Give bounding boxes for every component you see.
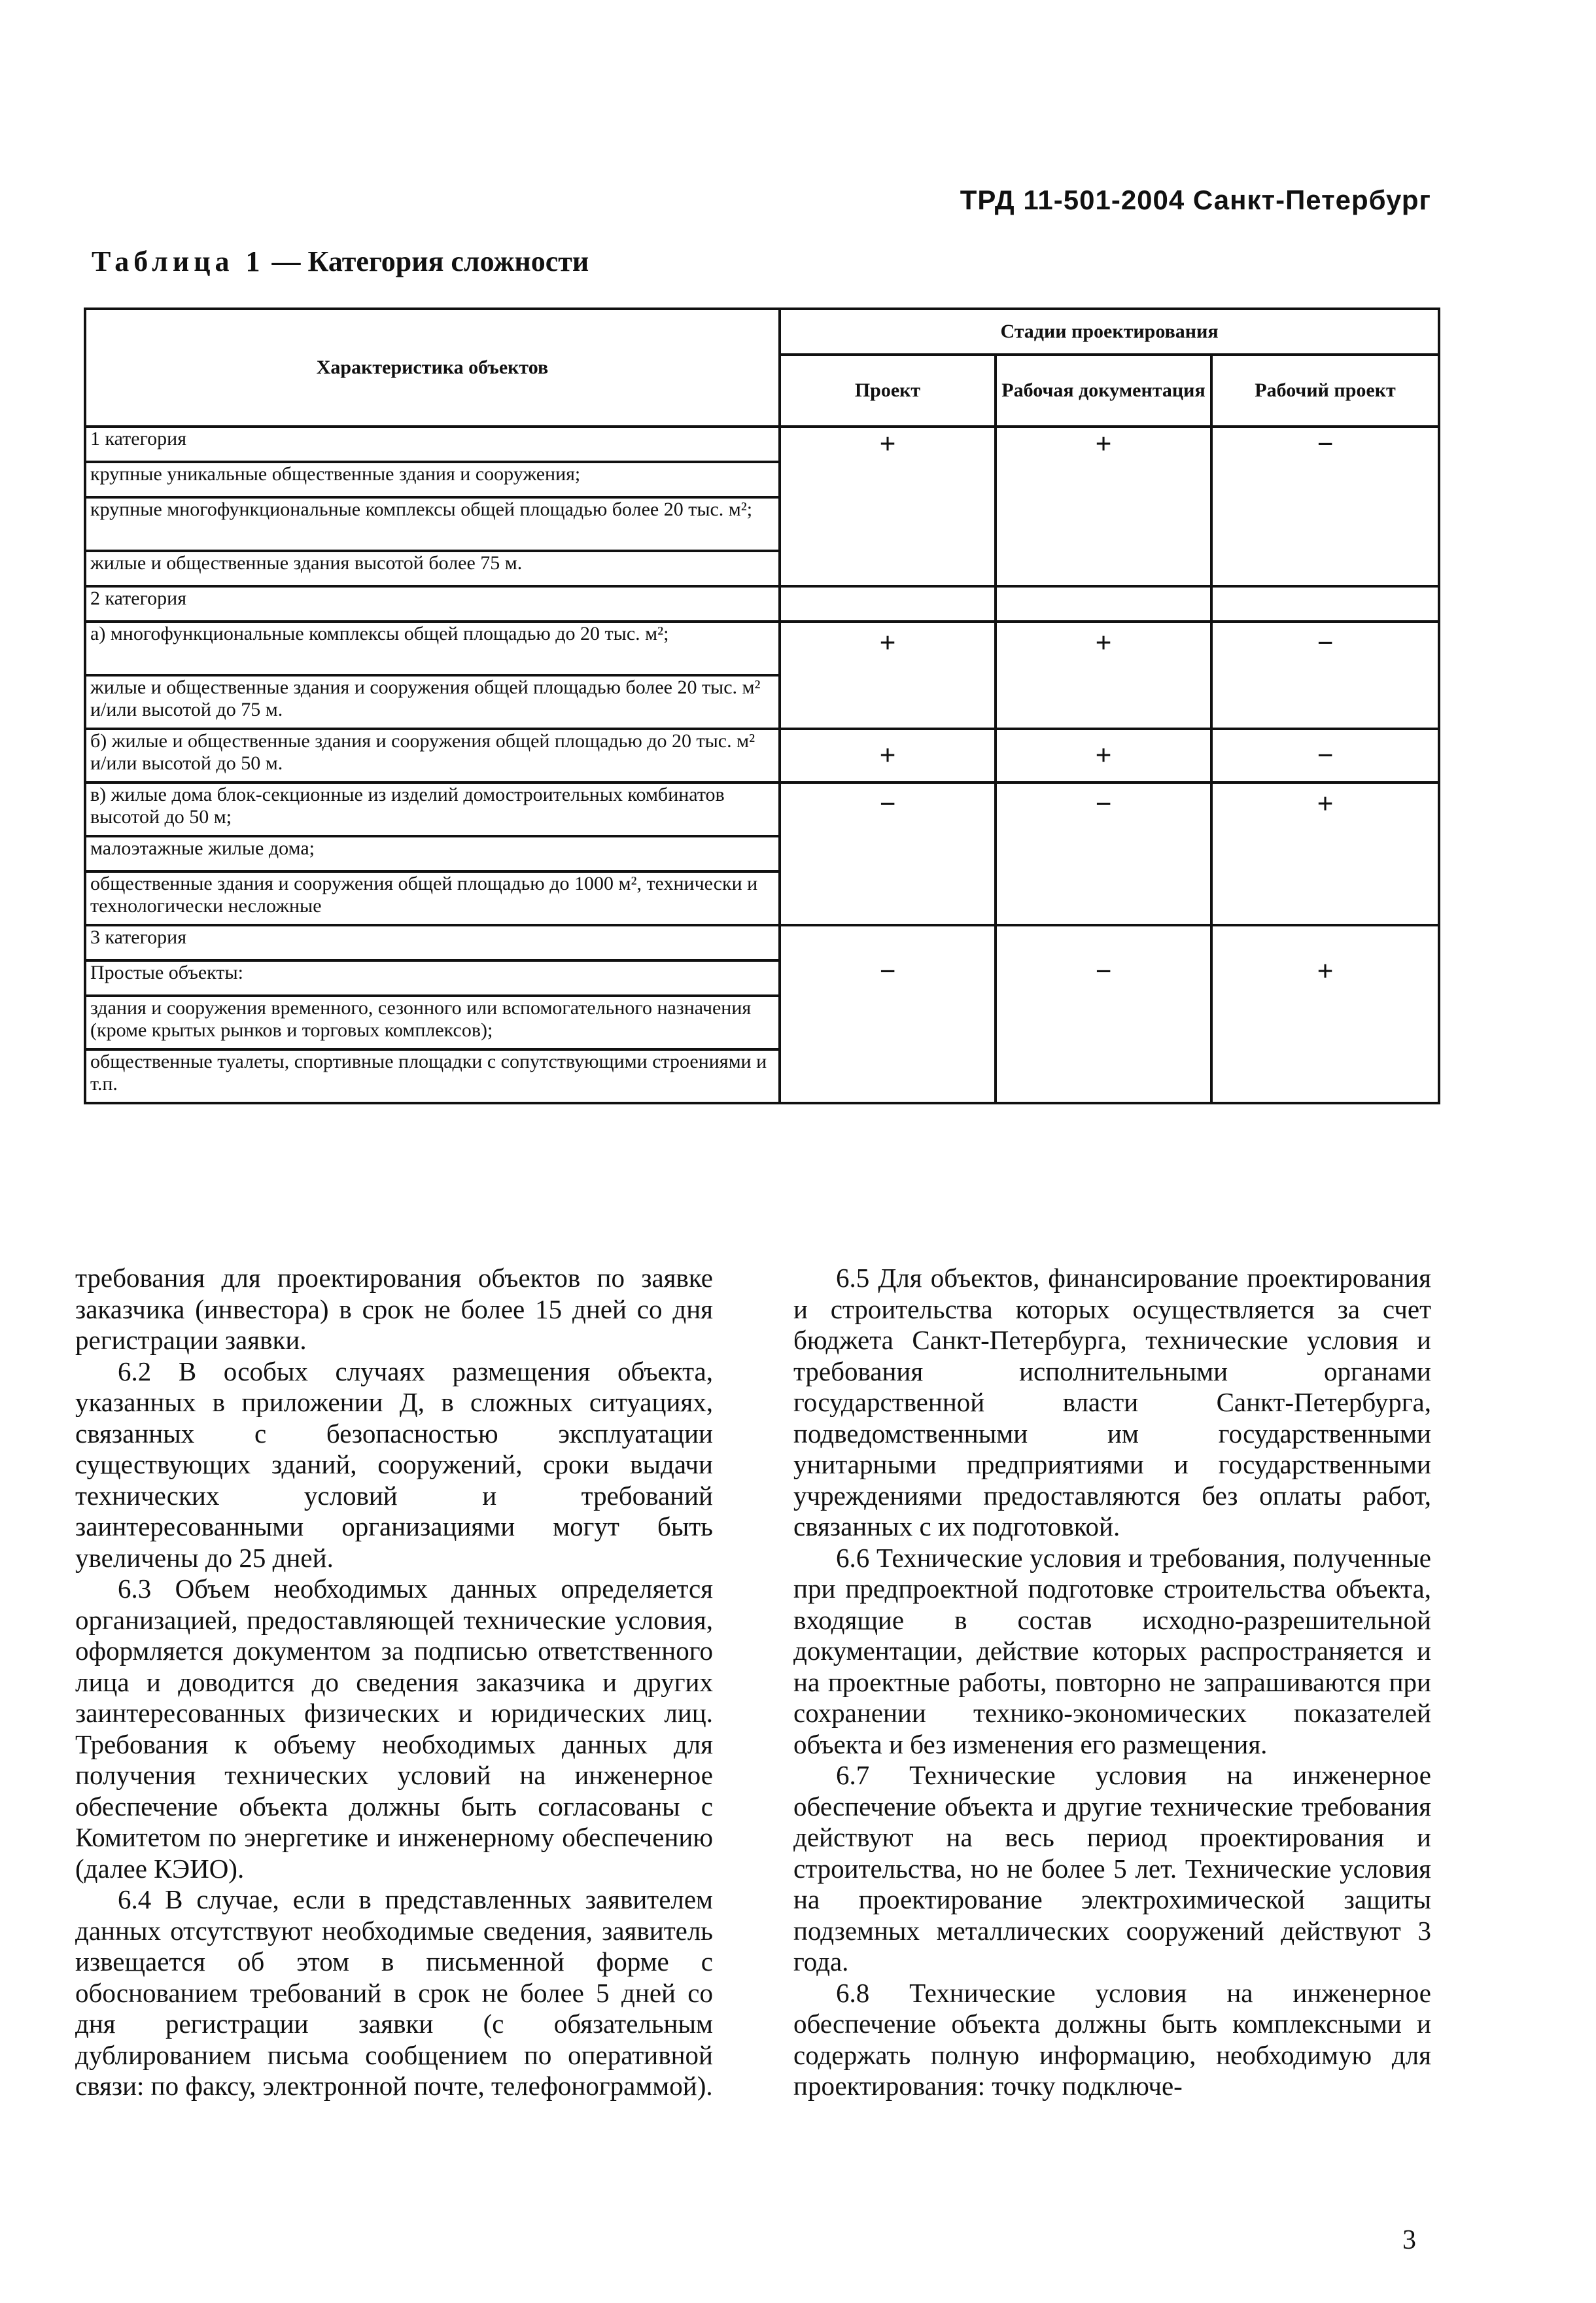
mark-working-docs: + bbox=[996, 622, 1211, 729]
row-text: б) жилые и общественные здания и сооружения общей площадью до 20 тыс. м² и/или высотой до 50 м. bbox=[85, 729, 780, 782]
paragraph: требования для проектирования объектов по заявке заказчика (инвестора) в срок не более 15 дней со дня регистрации заявки. bbox=[75, 1263, 713, 1355]
table-row bbox=[85, 622, 1439, 675]
head-project: Проект bbox=[780, 355, 996, 427]
head-working-project: Рабочий проект bbox=[1211, 355, 1439, 427]
head-working-docs: Рабочая документация bbox=[996, 355, 1211, 427]
mark-working-docs: − bbox=[996, 925, 1211, 1103]
table-caption-prefix: Таблица 1 bbox=[92, 245, 265, 277]
paragraph: 6.6 Технические условия и требования, полученные при предпроектной подготовке строительства объекта, входящие в состав исходно-разрешительной документации, действие которых распространяется и на проектные работы, повторно не запрашиваются при сохранении технико-экономических показателей объекта и без изменения его размещения. bbox=[793, 1542, 1431, 1759]
mark-working-docs: + bbox=[996, 729, 1211, 782]
mark-project: − bbox=[780, 925, 996, 1103]
mark-working-project: − bbox=[1211, 729, 1439, 782]
mark-project: − bbox=[780, 782, 996, 925]
row-text: в) жилые дома блок-секционные из изделий домостроительных комбинатов высотой до 50 м; bbox=[85, 782, 780, 836]
mark-working-project: + bbox=[1211, 782, 1439, 925]
text-column-right bbox=[793, 1263, 1431, 2102]
complexity-category-table bbox=[84, 308, 1440, 1104]
document-code-header: ТРД 11-501-2004 Санкт-Петербург bbox=[960, 185, 1431, 215]
row-text: 2 категория bbox=[85, 586, 780, 622]
table-caption-title: Категория сложности bbox=[307, 245, 589, 277]
row-text: общественные туалеты, спортивные площадки с сопутствующими строениями и т.п. bbox=[85, 1049, 780, 1103]
mark-project: + bbox=[780, 427, 996, 586]
table-row bbox=[85, 782, 1439, 836]
paragraph: 6.4 В случае, если в представленных заявителем данных отсутствуют необходимые сведения, заявитель извещается об этом в письменной форме с обоснованием требований в срок не более 5 дней со дня регистрации заявки (с обязательным дублированием письма сообщением по оперативной связи: по факсу, электронной почте, телефонограммой). bbox=[75, 1884, 713, 2101]
table-row bbox=[85, 427, 1439, 462]
paragraph: 6.2 В особых случаях размещения объекта, указанных в приложении Д, в сложных ситуациях, связанных с безопасностью эксплуатации существующих зданий, сооружений, сроки выдачи технических условий и требований заинтересованными организациями могут быть увеличены до 25 дней. bbox=[75, 1356, 713, 1573]
row-text: общественные здания и сооружения общей площадью до 1000 м², технически и технологически несложные bbox=[85, 871, 780, 925]
mark-working-docs: − bbox=[996, 782, 1211, 925]
mark-project: + bbox=[780, 729, 996, 782]
row-text: крупные уникальные общественные здания и сооружения; bbox=[85, 462, 780, 497]
row-text: малоэтажные жилые дома; bbox=[85, 836, 780, 871]
paragraph: 6.5 Для объектов, финансирование проектирования и строительства которых осуществляется за счет бюджета Санкт-Петербурга, технические условия и требования исполнительными органами государственной власти Санкт-Петербурга, подведомственными им государственными унитарными предприятиями и государственными учреждениями предоставляются без оплаты работ, связанных с их подготовкой. bbox=[793, 1263, 1431, 1541]
paragraph: 6.7 Технические условия на инженерное обеспечение объекта и другие технические требования действуют на весь период проектирования и строительства, но не более 5 лет. Технические условия на проектирование электрохимической защиты подземных металлических сооружений действуют 3 года. bbox=[793, 1760, 1431, 1977]
table-row bbox=[85, 925, 1439, 960]
mark-working-project: − bbox=[1211, 622, 1439, 729]
mark-working-project: + bbox=[1211, 925, 1439, 1103]
row-text: жилые и общественные здания и сооружения общей площадью более 20 тыс. м² и/или высотой до 75 м. bbox=[85, 675, 780, 729]
row-text: 3 категория bbox=[85, 925, 780, 960]
table-row bbox=[85, 586, 1439, 622]
row-text: жилые и общественные здания высотой более 75 м. bbox=[85, 551, 780, 586]
page-number: 3 bbox=[1402, 2225, 1416, 2255]
paragraph: 6.3 Объем необходимых данных определяется организацией, предоставляющей технические условия, оформляется документом за подписью ответственного лица и доводится до сведения заказчика и других заинтересованных физических и юридических лиц. Требования к объему необходимых данных для получения технических условий на инженерное обеспечение объекта должны быть согласованы с Комитетом по энергетике и инженерному обеспечению (далее КЭИО). bbox=[75, 1573, 713, 1884]
table-caption bbox=[92, 245, 589, 278]
row-text: Простые объекты: bbox=[85, 960, 780, 996]
mark-project: + bbox=[780, 622, 996, 729]
table-row bbox=[85, 729, 1439, 782]
table-caption-dash: — bbox=[264, 245, 308, 277]
text-column-left bbox=[75, 1263, 713, 2102]
paragraph: 6.8 Технические условия на инженерное обеспечение объекта должны быть комплексными и содержать полную информацию, необходимую для проектирования: точку подключе- bbox=[793, 1977, 1431, 2101]
row-text: а) многофункциональные комплексы общей площадью до 20 тыс. м²; bbox=[85, 622, 780, 675]
mark-working-project: − bbox=[1211, 427, 1439, 586]
row-text: крупные многофункциональные комплексы общей площадью более 20 тыс. м²; bbox=[85, 497, 780, 551]
head-stages: Стадии проектирования bbox=[780, 309, 1439, 355]
row-text: здания и сооружения временного, сезонного или вспомогательного назначения (кроме крытых рынков и торговых комплексов); bbox=[85, 996, 780, 1049]
row-text: 1 категория bbox=[85, 427, 780, 462]
head-characteristic: Характеристика объектов bbox=[85, 309, 780, 427]
mark-working-docs: + bbox=[996, 427, 1211, 586]
